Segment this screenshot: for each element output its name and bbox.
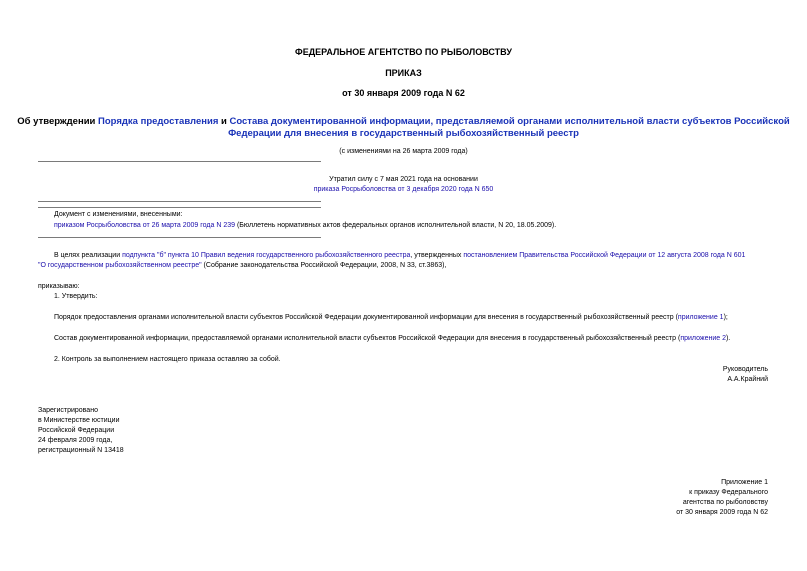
doc-date-number: от 30 января 2009 года N 62 (342, 88, 465, 98)
preamble-link-rules[interactable]: подпункта "б" пункта 10 Правил ведения государственного рыбохозяйственного реестра (122, 252, 411, 259)
divider (38, 161, 321, 162)
orders-word: приказываю: (38, 283, 80, 290)
appendix-line: к приказу Федерального (689, 489, 768, 496)
preamble-line2 (38, 262, 446, 269)
signature-role: Руководитель (722, 366, 768, 373)
title-link-composition-line2[interactable]: Федерации для внесения в государственный рыбохозяйственный реестр (228, 128, 579, 139)
page-title (0, 116, 807, 128)
divider (38, 237, 321, 238)
registration-line: Зарегистрировано (38, 407, 98, 414)
p1-end: ); (723, 314, 728, 321)
appendix-line: агентства по рыболовству (682, 499, 768, 506)
expired-note: Утратил силу с 7 мая 2021 года на основании (329, 176, 478, 183)
preamble-line1 (54, 252, 745, 259)
amended-link[interactable]: приказом Росрыболовства от 26 марта 2009 года N 239 (54, 222, 236, 229)
amended-rest: (Бюллетень нормативных актов федеральных органов исполнительной власти, N 20, 18.05.2009). (235, 222, 557, 229)
preamble-link-register[interactable]: "О государственном рыбохозяйственном реестре" (38, 262, 202, 269)
registration-line: регистрационный N 13418 (38, 447, 124, 454)
changes-note: (с изменениями на 26 марта 2009 года) (339, 148, 468, 155)
appendix-line: Приложение 1 (721, 479, 768, 486)
preamble-text1: В целях реализации (54, 252, 123, 259)
p2-end: ). (725, 335, 731, 342)
title-mid: и (218, 116, 230, 127)
divider (38, 207, 321, 208)
amended-line (54, 222, 556, 229)
paragraph-procedure (54, 314, 728, 321)
title-link-procedure[interactable]: Порядка предоставления (98, 116, 219, 127)
p2-text: Состав документированной информации, предоставляемой органами исполнительной власти субъектов Российской Федерации для внесения в государственный рыбохозяйственный реестр ( (54, 335, 681, 342)
doc-type: ПРИКАЗ (385, 68, 422, 78)
page-title-line2 (0, 128, 807, 140)
preamble-text2: , утвержденных (410, 252, 464, 259)
preamble-text3: (Собрание законодательства Российской Федерации, 2008, N 33, ст.3863), (201, 262, 447, 269)
p1-text: Порядок предоставления органами исполнительной власти субъектов Российской Федерации документированной информации для внесения в государственный рыбохозяйственный реестр ( (54, 314, 678, 321)
divider (38, 201, 321, 202)
expired-link[interactable]: приказа Росрыболовства от 3 декабря 2020 года N 650 (313, 186, 494, 193)
appendix-line: от 30 января 2009 года N 62 (676, 509, 768, 516)
preamble-link-decree[interactable]: постановлением Правительства Российской Федерации от 12 августа 2008 года N 601 (463, 252, 746, 259)
expired-link-line (0, 186, 807, 193)
agency-name: ФЕДЕРАЛЬНОЕ АГЕНТСТВО ПО РЫБОЛОВСТВУ (295, 47, 512, 57)
paragraph-composition (54, 335, 730, 342)
appendix-2-link[interactable]: приложение 2 (680, 335, 726, 342)
signature-name: А.А.Крайний (727, 376, 768, 383)
item-2: 2. Контроль за выполнением настоящего приказа оставляю за собой. (54, 356, 281, 363)
item-1: 1. Утвердить: (54, 293, 98, 300)
appendix-1-link[interactable]: приложение 1 (677, 314, 724, 321)
amended-label: Документ с изменениями, внесенными: (54, 211, 183, 218)
title-link-composition-line1[interactable]: Состава документированной информации, представляемой органами исполнительной власти субъектов Российской (229, 116, 790, 127)
title-prefix: Об утверждении (17, 116, 99, 127)
registration-line: в Министерстве юстиции (38, 417, 120, 424)
registration-line: 24 февраля 2009 года, (38, 437, 113, 444)
registration-line: Российской Федерации (38, 427, 115, 434)
